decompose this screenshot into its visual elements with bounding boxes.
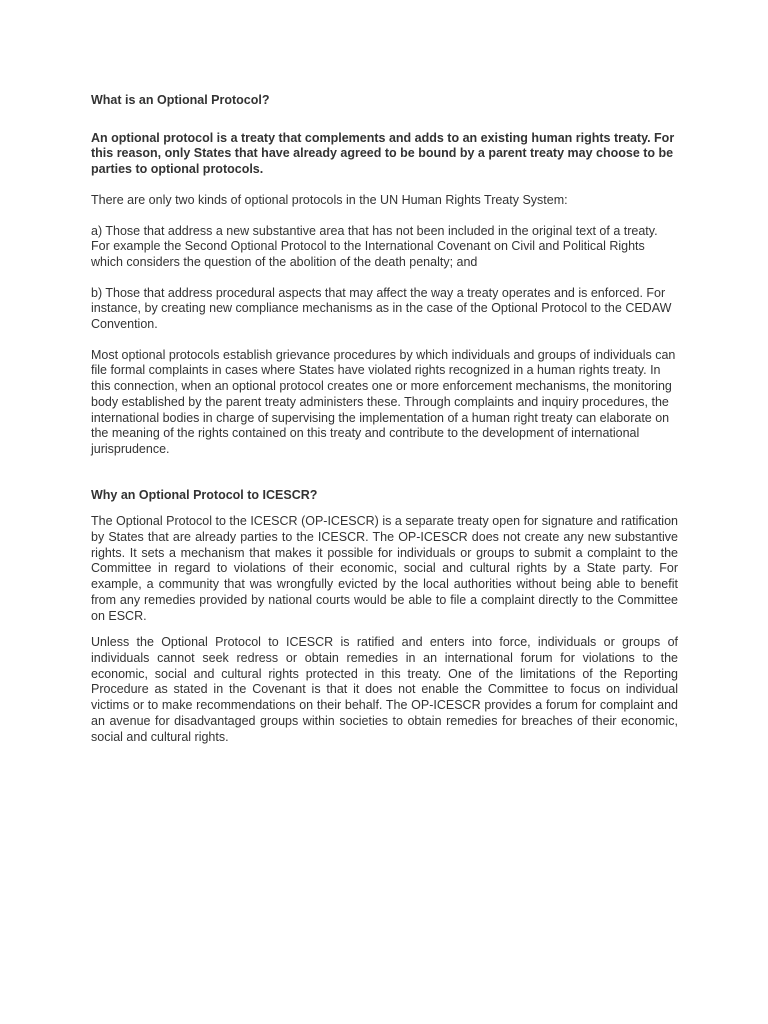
paragraph-kind-a: a) Those that address a new substantive area that has not been included in the original text of a treaty. For example the Second Optional Protocol to the International Covenant on Civil and Political Rights which considers the question of the abolition of the death penalty; and (91, 223, 658, 269)
paragraph-op-icescr-ratification: Unless the Optional Protocol to ICESCR is ratified and enters into force, individuals or groups of individuals cannot seek redress or obtain remedies in an international forum for violations to the economic, social and cultural rights protected in this treaty. One of the limitations of the Reporting Procedure as stated in the Covenant is that it does not enable the Committee to focus on individual victims or to make recommendations on their behalf. The OP-ICESCR provides a forum for complaint and an avenue for disadvantaged groups within societies to obtain remedies for breaches of their economic, social and cultural rights. (91, 635, 678, 744)
paragraph-grievance-procedures: Most optional protocols establish grievance procedures by which individuals and groups of individuals can file formal complaints in cases where States have violated rights recognized in a human rights treaty. In this connection, when an optional protocol creates one or more enforcement mechanisms, the monitoring body established by the parent treaty administers these. Through complaints and inquiry procedures, the international bodies in charge of supervising the implementation of a human right treaty can elaborate on the meaning of the rights contained on this treaty and contribute to the development of international jurisprudence. (91, 347, 676, 456)
paragraph-kind-b: b) Those that address procedural aspects that may affect the way a treaty operates and is enforced. For instance, by creating new compliance mechanisms as in the case of the Optional Protocol to the CEDAW Convention. (91, 285, 672, 332)
section-heading-why-op-icescr: Why an Optional Protocol to ICESCR? (91, 487, 318, 502)
lead-paragraph: An optional protocol is a treaty that complements and adds to an existing human rights treaty. For this reason, only States that have already agreed to be bound by a parent treaty may choose to be parties to optional protocols. (91, 130, 675, 177)
paragraph-op-icescr-description: The Optional Protocol to the ICESCR (OP-ICESCR) is a separate treaty open for signature and ratification by States that are already parties to the ICESCR. The OP-ICESCR does not create any new substantive rights. It sets a mechanism that makes it possible for individuals or groups to submit a complaint to the Committee in regard to violations of their economic, social and cultural rights by a State party. For example, a community that was wrongfully evicted by the local authorities without being able to benefit from any remedies provided by national courts would be able to file a complaint directly to the Committee on ESCR. (91, 514, 678, 623)
paragraph-two-kinds: There are only two kinds of optional protocols in the UN Human Rights Treaty System: (91, 192, 568, 207)
section-heading-what-is-optional-protocol: What is an Optional Protocol? (91, 93, 270, 107)
